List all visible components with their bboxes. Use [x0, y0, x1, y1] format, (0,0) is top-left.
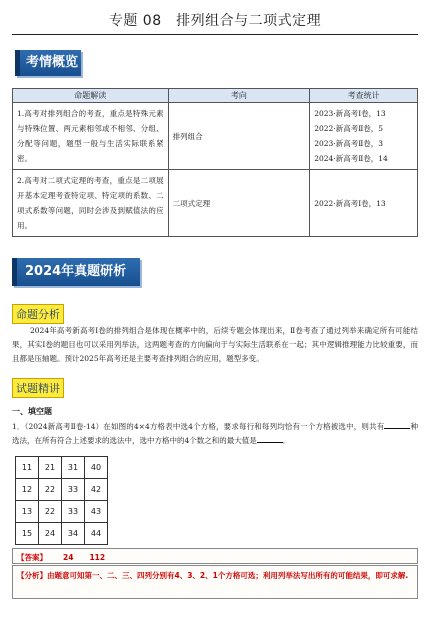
question-part: 1．（2024新高考Ⅱ卷·14）在如图的4×4方格表中选4个方格，要求每行和每列均恰有一个方格被选中，则共有 — [12, 422, 385, 431]
grid-cell: 24 — [39, 523, 62, 545]
direction-cell: 二项式定理 — [168, 170, 310, 237]
exam-tag: 试题精讲 — [12, 378, 64, 398]
analysis-paragraph: 2024年高考新高考Ⅰ卷的排列组合是体现在概率中的，后续专题会体现出来，Ⅱ卷考查了通过列举来确定所有可能结果，其实Ⅰ卷的题目也可以采用列举法，这两题考查的方向偏向于与实际生活联系在一起；其中逻辑推理能力比较重要，而且都是压轴题。预计2025年高考还是主要考查排列组合的应用，题型多变。 — [12, 326, 418, 363]
grid-cell: 12 — [16, 479, 39, 501]
stats-item: 2022·新高考Ⅱ卷，5 — [314, 124, 384, 133]
grid-cell: 11 — [16, 457, 39, 479]
grid-cell: 40 — [85, 457, 108, 479]
research-banner: 2024年真题研析 — [12, 258, 140, 286]
interpretation-cell: 2.高考对二项式定理的考查，重点是二项展开基本定理考查特定项、特定项的系数、二项式系数等问题，同时会涉及到赋值法的应用。 — [13, 170, 169, 237]
stats-item: 2023·新高考Ⅰ卷，13 — [314, 109, 386, 118]
section-heading: 一、填空题 — [12, 407, 52, 416]
stats-item: 2022·新高考Ⅰ卷，13 — [314, 198, 386, 208]
interpretation-cell: 1.高考对排列组合的考查，重点是特殊元素与特殊位置、两元素相邻或不相邻、分组、分配等问题，题型一般与生活实际联系紧密。 — [13, 103, 169, 170]
solution-box — [12, 565, 418, 599]
grid-cell: 13 — [16, 501, 39, 523]
grid-row — [16, 457, 108, 479]
stats-item: 2023·新高考Ⅱ卷，3 — [314, 139, 384, 148]
grid-cell: 43 — [85, 501, 108, 523]
solution-text — [17, 569, 415, 583]
header-direction: 考向 — [168, 89, 310, 103]
overview-row — [13, 103, 418, 170]
grid-cell: 42 — [85, 479, 108, 501]
grid-row — [16, 523, 108, 545]
grid-cell: 33 — [62, 479, 85, 501]
overview-table — [12, 88, 418, 237]
answer-blank — [384, 421, 410, 429]
grid-cell: 34 — [62, 523, 85, 545]
answer-line — [17, 552, 105, 563]
overview-banner: 考情概览 — [15, 50, 81, 76]
grid-cell: 22 — [39, 501, 62, 523]
overview-header-row — [13, 89, 418, 103]
stats-cell — [310, 103, 418, 170]
grid-row — [16, 479, 108, 501]
grid-row — [16, 501, 108, 523]
grid-cell: 44 — [85, 523, 108, 545]
question-part: 种选法，在所有符合上述要求的选法中，选中方格中的4个数之和的最大值是 — [12, 422, 419, 445]
answer-blank — [257, 435, 283, 443]
solution-body: 由题意可知第一、二、三、四列分别有4、3、2、1个方格可选；利用列举法写出所有的可能结果，即可求解. — [47, 571, 409, 580]
answer-value: 112 — [89, 553, 106, 562]
solution-label: 【分析】 — [17, 571, 47, 580]
grid-cell: 21 — [39, 457, 62, 479]
direction-cell: 排列组合 — [168, 103, 310, 170]
question-text — [12, 420, 418, 448]
header-interpretation: 命题解读 — [13, 89, 169, 103]
answer-box — [12, 548, 418, 564]
grid-cell: 15 — [16, 523, 39, 545]
grid-cell: 31 — [62, 457, 85, 479]
grid-cell: 33 — [62, 501, 85, 523]
question-part: ． — [282, 436, 291, 445]
stats-item: 2024·新高考Ⅱ卷，14 — [314, 154, 388, 163]
title-divider — [12, 34, 418, 35]
header-stats: 考查统计 — [310, 89, 418, 103]
overview-row — [13, 170, 418, 237]
grid-cell: 22 — [39, 479, 62, 501]
page-title: 专题 08 排列组合与二项式定理 — [108, 13, 322, 29]
number-grid — [15, 456, 108, 545]
answer-label: 【答案】 — [17, 553, 47, 562]
analysis-tag: 命题分析 — [12, 304, 64, 324]
stats-cell — [310, 170, 418, 237]
answer-value: 24 — [63, 553, 74, 562]
